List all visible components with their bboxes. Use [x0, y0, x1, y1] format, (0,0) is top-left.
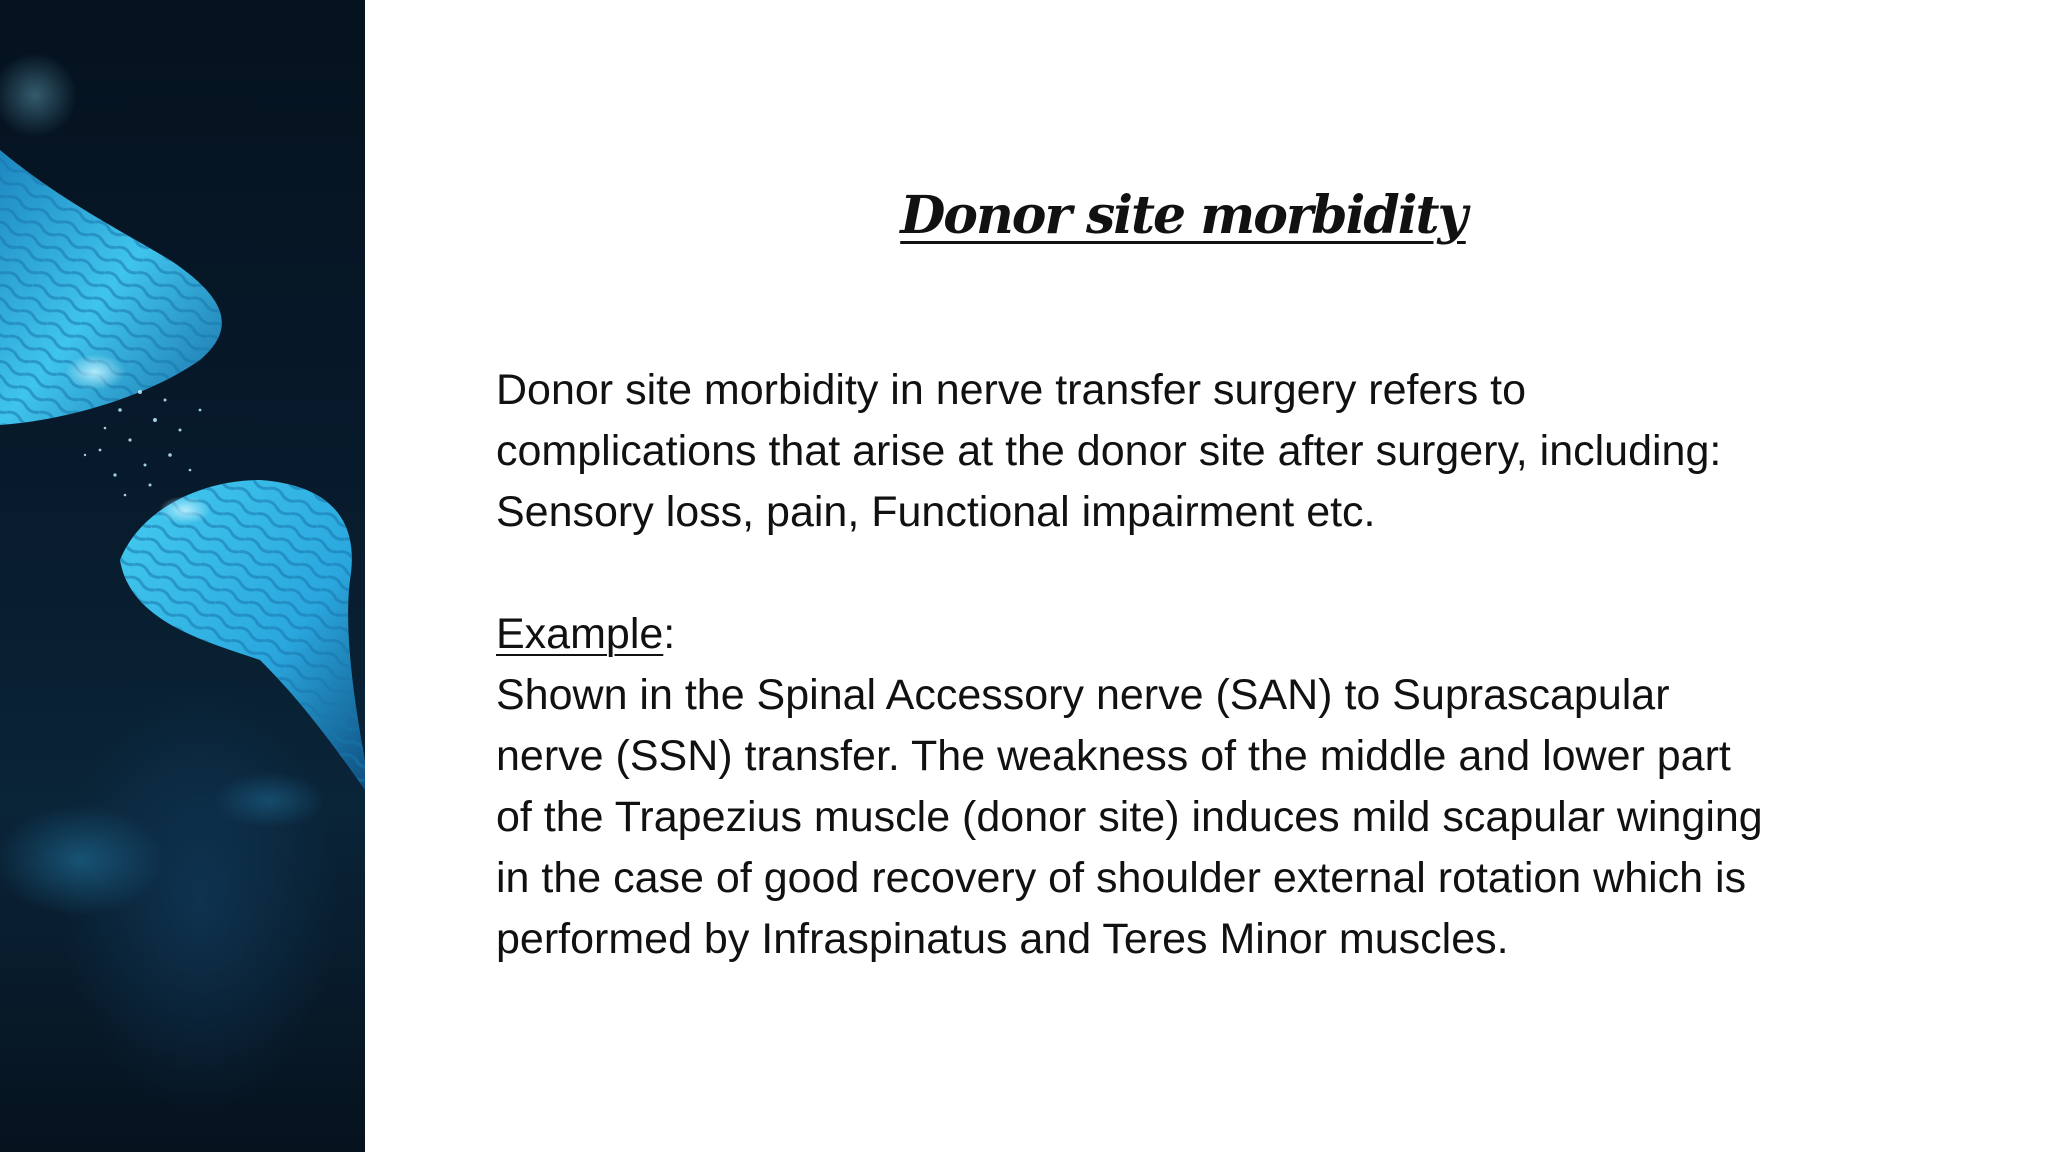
body-text	[496, 360, 1906, 970]
paragraph-line: Sensory loss, pain, Functional impairment etc.	[496, 488, 1376, 536]
slide-title: Donor site morbidity	[900, 185, 1466, 246]
paragraph-line: Shown in the Spinal Accessory nerve (SAN) to Suprascapular	[496, 671, 1670, 719]
example-label: Example	[496, 610, 664, 658]
paragraph-line: of the Trapezius muscle (donor site) induces mild scapular winging	[496, 793, 1763, 841]
paragraph-gap	[496, 543, 1906, 604]
example-colon: :	[663, 610, 676, 658]
paragraph-line: in the case of good recovery of shoulder external rotation which is	[496, 854, 1747, 902]
paragraph-line: Donor site morbidity in nerve transfer surgery refers to	[496, 366, 1527, 414]
synapse-neuron-image	[0, 0, 365, 1152]
paragraph-line: complications that arise at the donor site after surgery, including:	[496, 427, 1722, 475]
synapse-illustration	[0, 0, 365, 1152]
paragraph-line: performed by Infraspinatus and Teres Minor muscles.	[496, 915, 1509, 963]
example-heading	[496, 604, 1906, 665]
paragraph-line: nerve (SSN) transfer. The weakness of the middle and lower part	[496, 732, 1731, 780]
slide-content	[496, 0, 1916, 1152]
